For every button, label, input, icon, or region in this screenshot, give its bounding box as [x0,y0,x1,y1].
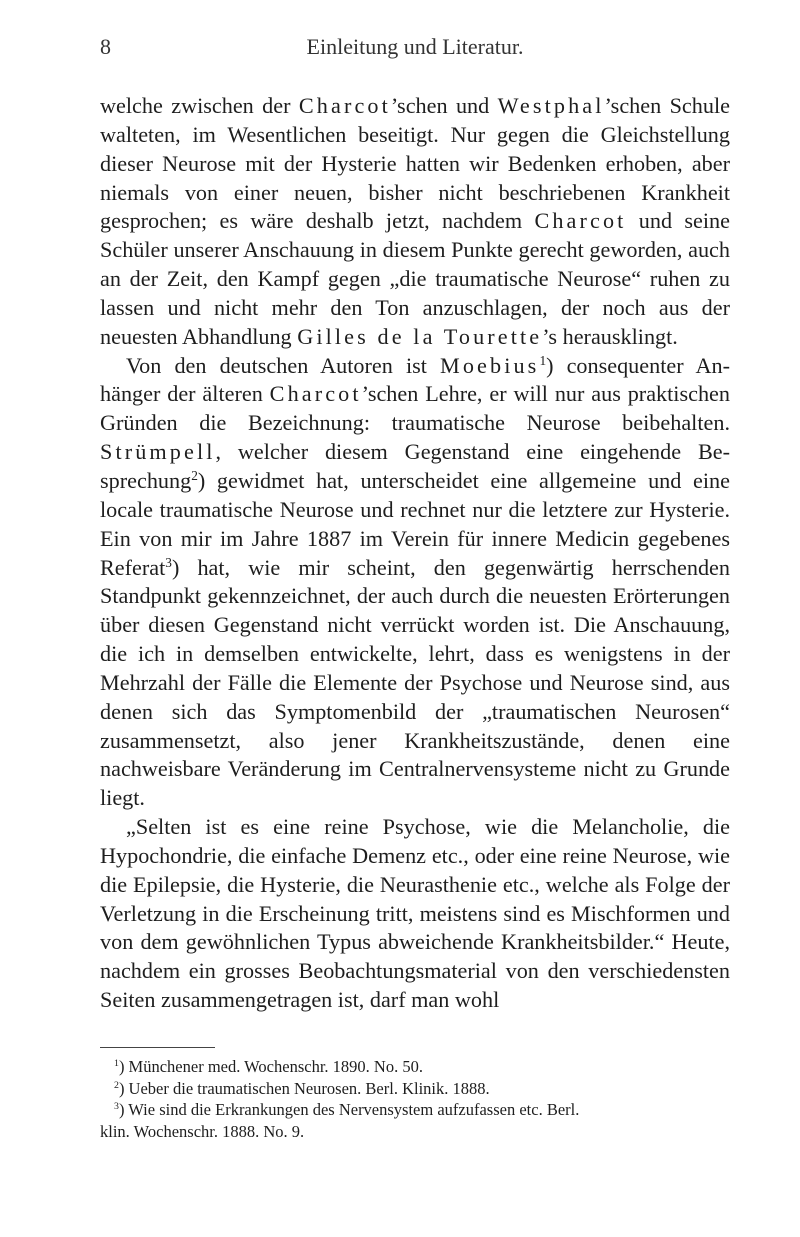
footnote-ref: 1 [539,352,547,368]
text-run: ) hat, wie mir scheint, den gegenwärtig herrschenden Standpunkt gekennzeichnet, der auch durch die neuesten Erörterungen über diesen Gegenstand nicht verrückt worden ist. Die Anschauung, die ich in demselben entwickelte, lehrt, dass es wenigstens in der Mehrzahl der Fälle die Elemente der Psychose und Neurose sind, aus denen sich das Symptomenbild der „traumatischen Neurosen“ zusammensetzt, also jener Krankheitszustände, denen eine nachweisbare Veränderung im Centralnervensysteme nicht zu Grunde liegt. [100,554,730,811]
footnote [100,1121,730,1143]
spaced-name: Gilles de la Tourette [297,323,543,349]
paragraph [100,813,730,1015]
text-run: welche zwischen der [100,93,299,118]
footnote-text: klin. Wochenschr. 1888. No. 9. [100,1121,305,1141]
footnote-text: ) Wie sind die Erkrankungen des Nervensystem aufzufassen etc. Berl. [118,1100,580,1119]
body-text [100,92,730,1015]
spaced-name: Westphal [497,93,605,118]
running-title: Einleitung und Literatur. [306,34,524,59]
page-header [100,34,730,64]
text-run: ) gewidmet hat, unterscheidet eine allgemeine und eine locale traumatische Neurose und rechnet nur die letztere zur Hysterie. Ein von mir im Jahre 1887 im Verein für innere Medicin gegebenes Referat [100,467,730,580]
spaced-name: Charcot [269,381,362,407]
footnote-mark: 3 [114,1101,119,1113]
text-run: ’schen und [390,93,498,118]
text-run: ’s herausklingt. [542,323,678,349]
spaced-name: Strümpell [100,439,216,465]
spaced-name: Moebius [440,352,540,378]
footnote-text: ) Münchener med. Wochenschr. 1890. No. 50. [118,1057,423,1076]
footnote [100,1099,730,1121]
text-run: ) consequenter Anhänger der älteren [100,352,730,407]
text-run: „Selten ist es eine reine Psychose, wie die Melancholie, die Hypochondrie, die einfache Demenz etc., oder eine reine Neurose, wie die Epilepsie, die Hysterie, die Neurasthenie etc., welche als Folge der Verletzung in die Erscheinung tritt, meistens sind es Mischformen und von dem gewöhnlichen Typus abweichende Krankheitsbilder.“ Heute, nachdem ein grosses Beobachtungsmaterial von den verschiedensten Seiten zusammengetragen ist, darf man wohl [100,814,730,1013]
footnote-mark: 2 [114,1079,119,1091]
footnote [100,1056,730,1078]
paragraph [100,92,730,352]
spaced-name: Charcot [298,93,391,118]
text-run: Von den deutschen Autoren ist [126,352,441,378]
footnote [100,1078,730,1100]
footnote-ref: 2 [191,467,198,483]
footnote-mark: 1 [114,1058,119,1070]
spaced-name: Charcot [534,208,627,234]
text-run: und seine Schüler unserer Anschauung in diesem Punkte gerecht geworden, auch an der Zeit, den Kampf gegen „die traumatische Neurose“ ruhen zu lassen und nicht mehr den Ton anzuschlagen, der noch aus der neuesten Abhandlung [100,208,730,349]
text-run: , welcher diesem Gegenstand eine eingehende Besprechung [100,439,730,493]
page-number: 8 [100,34,111,59]
text-run: ’schen Schule walteten, im Wesentlichen beseitigt. Nur gegen die Gleichstellung dieser Neurose mit der Hysterie hatten wir Bedenken erhoben, aber niemals von einer neuen, bisher nicht beschriebenen Krankheit gesprochen; es wäre deshalb jetzt, nachdem [100,93,730,234]
footnote-separator [100,1047,215,1048]
text-run: ’schen Lehre, er will nur aus praktischen Gründen die Bezeichnung: traumatische Neurose beibehalten. [100,381,730,436]
footnote-ref: 3 [165,554,172,570]
footnote-text: ) Ueber die traumatischen Neurosen. Berl. Klinik. 1888. [118,1078,490,1098]
footnotes [100,1056,730,1142]
paragraph [100,352,730,814]
